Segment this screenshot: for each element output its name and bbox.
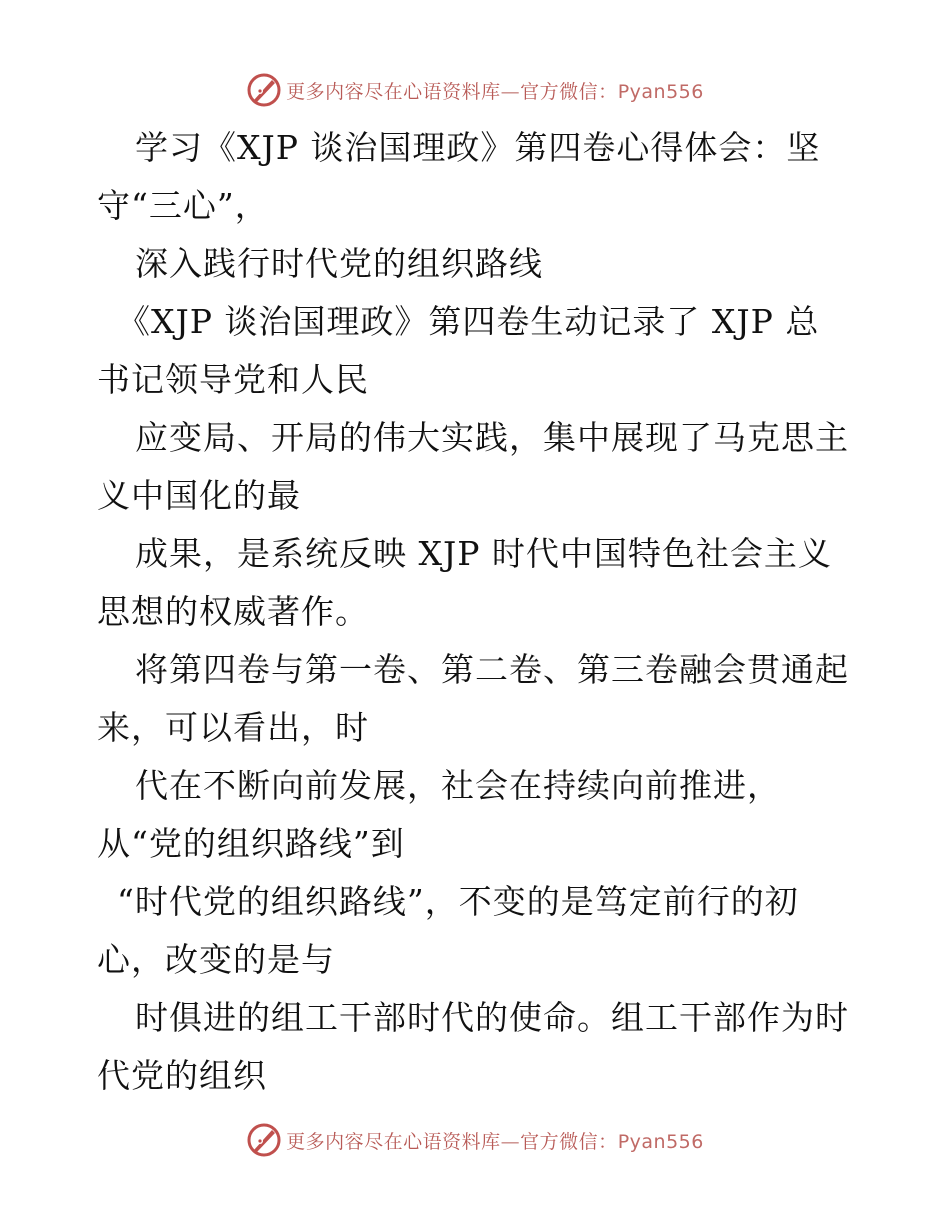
footer-banner bbox=[0, 1120, 950, 1160]
title-line-2: 守“三心”， bbox=[97, 186, 269, 225]
banner-prefix: 更多内容尽在心语资料库 bbox=[286, 80, 501, 103]
paragraph-line: 成果，是系统反映 XJP 时代中国特色社会主义 bbox=[135, 534, 832, 573]
banner-separator: — bbox=[500, 1130, 521, 1153]
quill-pen-logo-icon bbox=[246, 72, 282, 108]
paragraph-line: 代在不断向前发展，社会在持续向前推进， bbox=[135, 766, 781, 805]
paragraph-line: 心，改变的是与 bbox=[97, 940, 335, 979]
banner-text bbox=[286, 1127, 704, 1154]
quill-pen-logo-icon bbox=[246, 1122, 282, 1158]
banner-separator: — bbox=[500, 80, 521, 103]
banner-handle: Pyan556 bbox=[617, 80, 704, 103]
banner-official-label: 官方微信： bbox=[520, 1130, 618, 1153]
paragraph-line: 来，可以看出，时 bbox=[97, 708, 369, 747]
banner-official-label: 官方微信： bbox=[520, 80, 618, 103]
paragraph-line: 从“党的组织路线”到 bbox=[97, 824, 405, 863]
paragraph-line: 书记领导党和人民 bbox=[97, 360, 369, 399]
title-line-1: 学习《XJP 谈治国理政》第四卷心得体会：坚 bbox=[135, 128, 821, 167]
banner-handle: Pyan556 bbox=[617, 1130, 704, 1153]
paragraph-line: 将第四卷与第一卷、第二卷、第三卷融会贯通起 bbox=[135, 650, 849, 689]
banner-prefix: 更多内容尽在心语资料库 bbox=[286, 1130, 501, 1153]
paragraph-line: 思想的权威著作。 bbox=[97, 592, 369, 631]
paragraph-line: 时俱进的组工干部时代的使命。组工干部作为时 bbox=[135, 998, 849, 1037]
paragraph-line: 《XJP 谈治国理政》第四卷生动记录了 XJP 总 bbox=[117, 302, 820, 341]
paragraph-line: 应变局、开局的伟大实践，集中展现了马克思主 bbox=[135, 418, 849, 457]
paragraph-line: 义中国化的最 bbox=[97, 476, 301, 515]
paragraph-line: “时代党的组织路线”，不变的是笃定前行的初 bbox=[117, 882, 799, 921]
banner-text bbox=[286, 77, 704, 104]
header-banner bbox=[0, 70, 950, 110]
subtitle-line: 深入践行时代党的组织路线 bbox=[135, 244, 543, 283]
paragraph-line: 代党的组织 bbox=[97, 1056, 267, 1095]
